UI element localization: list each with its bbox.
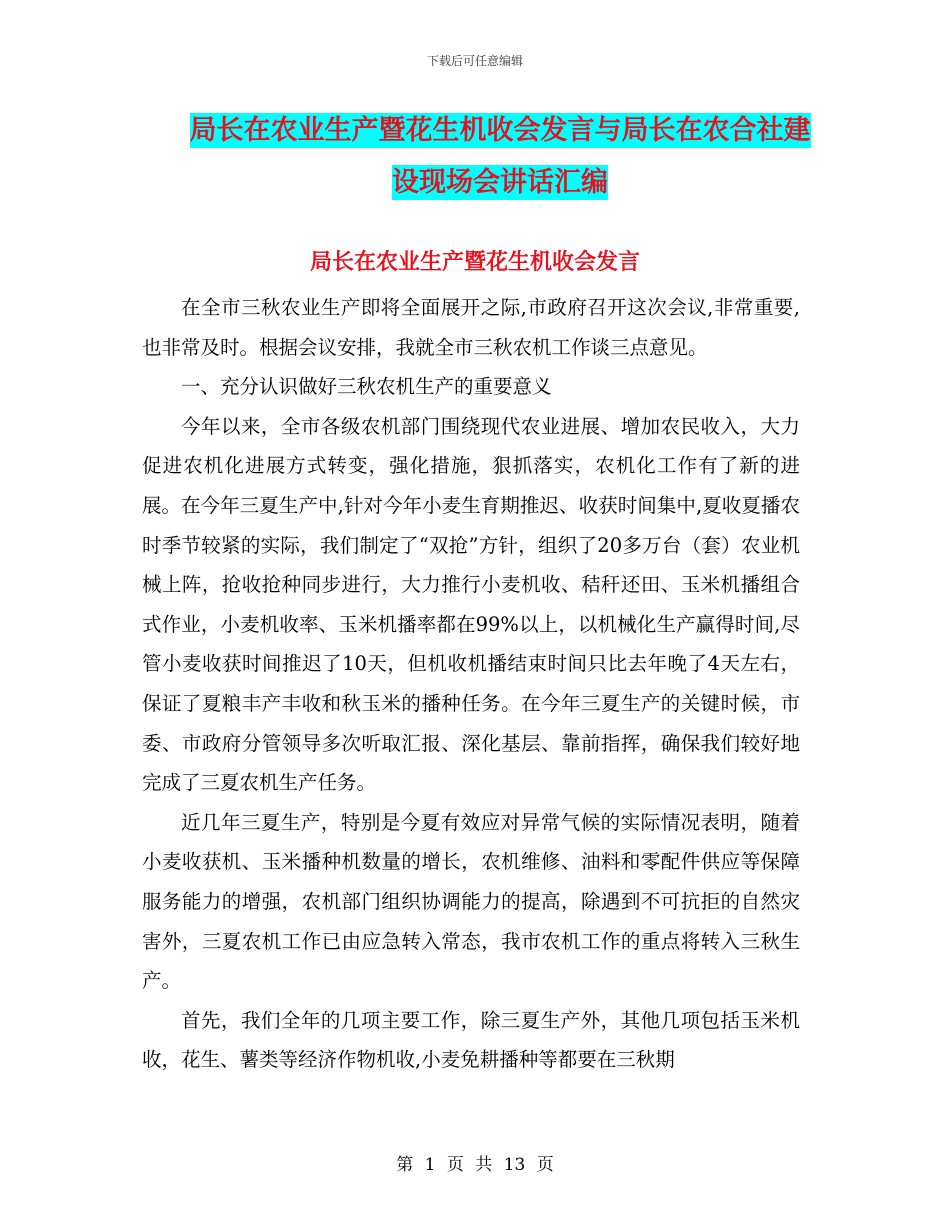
paragraph: 首先，我们全年的几项主要工作，除三夏生产外，其他几项包括玉米机收，花生、薯类等经济作物机收,小麦免耕播种等都要在三秋期: [142, 1008, 800, 1072]
paragraph: 今年以来，全市各级农机部门围绕现代农业进展、增加农民收入，大力促进农机化进展方式转变，强化措施，狠抓落实，农机化工作有了新的进展。在今年三夏生产中,针对今年小麦生育期推迟、收获时间集中,夏收夏播农时季节较紧的实际，我们制定了“双抢”方针，组织了20多万台（套）农业机械上阵，抢收抢种同步进行，大力推行小麦机收、秸秆还田、玉米机播组合式作业，小麦机收率、玉米机播率都在99%以上，以机械化生产赢得时间,尽管小麦收获时间推迟了10天，但机收机播结束时间只比去年晚了4天左右，保证了夏粮丰产丰收和秋玉米的播种任务。在今年三夏生产的关键时候，市委、市政府分管领导多次听取汇报、深化基层、靠前指挥，确保我们较好地完成了三夏农机生产任务。: [142, 414, 800, 795]
header-note: 下载后可任意编辑: [426, 54, 523, 68]
paragraph: 在全市三秋农业生产即将全面展开之际,市政府召开这次会议,非常重要,也非常及时。根据会议安排，我就全市三秋农机工作谈三点意见。: [142, 296, 800, 359]
paragraph: 近几年三夏生产，特别是今夏有效应对异常气候的实际情况表明，随着小麦收获机、玉米播种机数量的增长，农机维修、油料和零配件供应等保障服务能力的增强，农机部门组织协调能力的提高，除遇到不可抗拒的自然灾害外，三夏农机工作已由应急转入常态，我市农机工作的重点将转入三秋生产。: [142, 810, 800, 993]
document-title: [150, 105, 850, 209]
page-number: 第 1 页 共 13 页: [396, 1155, 554, 1175]
document-title-line2: 设现场会讲话汇编: [392, 167, 608, 198]
paragraph-heading: 一、充分认识做好三秋农机生产的重要意义: [181, 375, 552, 399]
section-title: 局长在农业生产暨花生机收会发言: [309, 250, 640, 275]
document-title-line1: 局长在农业生产暨花生机收会发言与局长在农合社建: [189, 115, 811, 146]
document-body: [142, 288, 800, 1080]
